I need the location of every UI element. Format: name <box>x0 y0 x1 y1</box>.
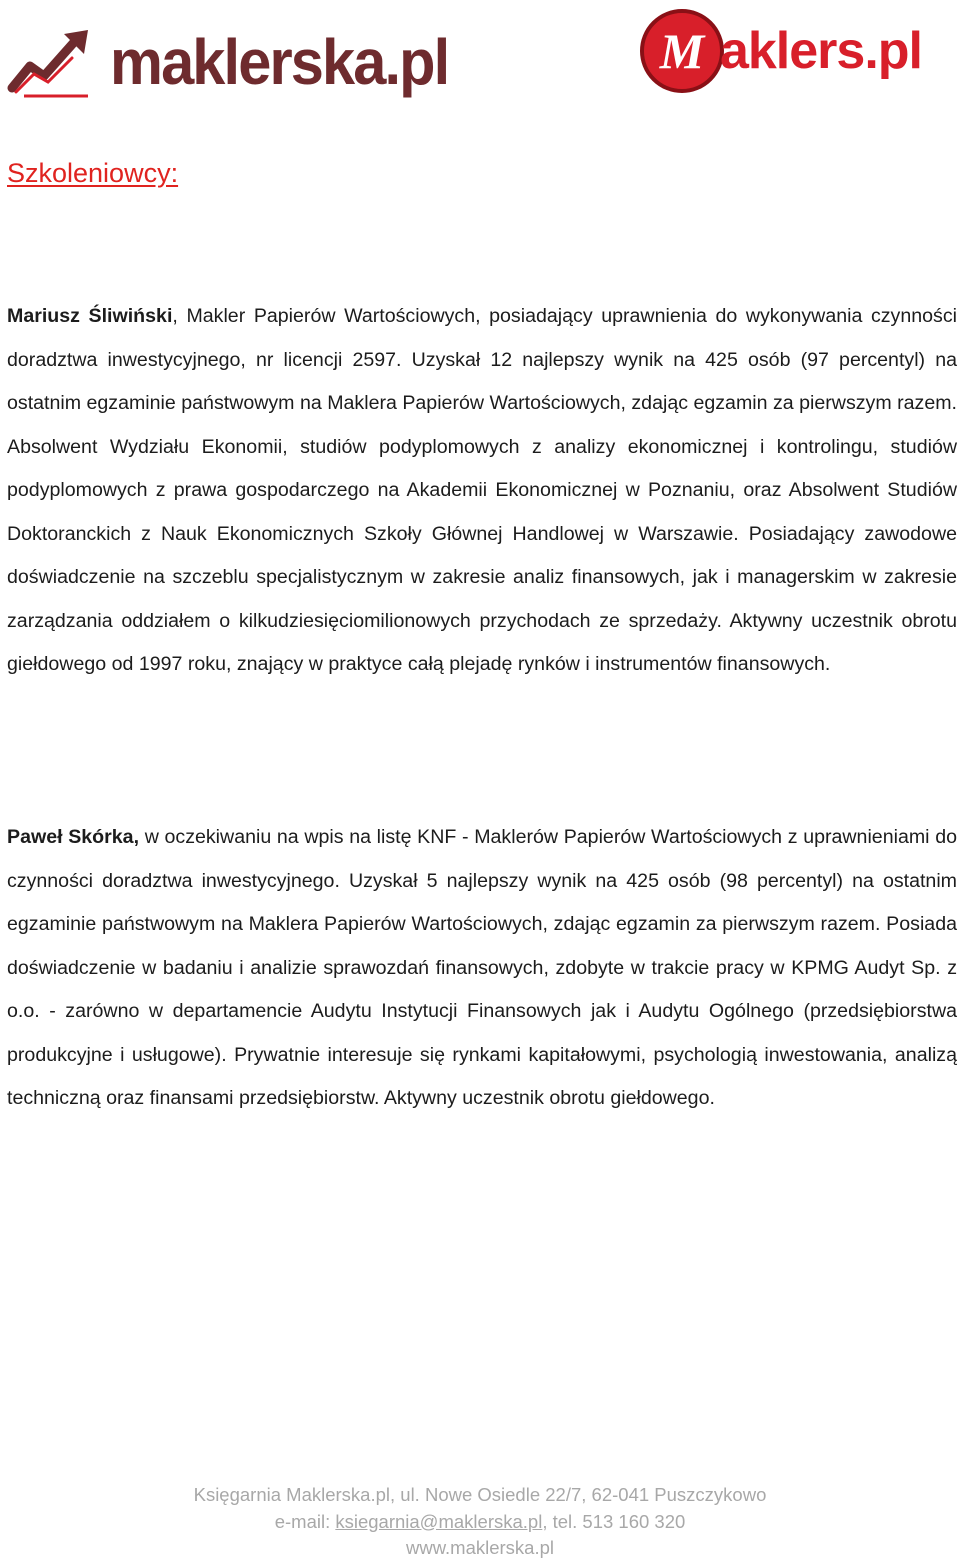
trainer-name: Mariusz Śliwiński <box>7 305 173 327</box>
maklerska-wordmark: maklerska.pl <box>110 26 449 98</box>
maklers-wordmark: aklers.pl <box>719 22 922 80</box>
footer-website[interactable]: www.maklerska.pl <box>405 1537 555 1558</box>
page-header <box>0 0 960 110</box>
trainer-description: Makler Papierów Wartościowych, posiadający uprawnienia do wykonywania czynności doradztwa inwestycyjnego, nr licencji 2597. Uzyskał 12 najlepszy wynik na 425 osób (97 percentyl) na ostatnim egzaminie państwowym na Maklera Papierów Wartościowych, zdając egzamin za pierwszym razem. Absolwent Wydziału Ekonomii, studiów podyplomowych z analizy ekonomicznej i kontrolingu, studiów podyplomowych z prawa gospodarczego na Akademii Ekonomicznej w Poznaniu, oraz Absolwent Studiów Doktoranckich z Nauk Ekonomicznych Szkoły Głównej Handlowej w Warszawie. Posiadający zawodowe doświadczenie na szczeblu specjalistycznym w zakresie analiz finansowych, jak i managerskim w zakresie zarządzania oddziałem o kilkudziesięciomilionowych przychodach ze sprzedaży. Aktywny uczestnik obrotu giełdowego od 1997 roku, znający w praktyce całą plejadę rynków i instrumentów finansowych. <box>7 305 957 675</box>
maklerska-logo[interactable] <box>6 22 474 102</box>
name-separator: , <box>172 305 187 327</box>
maklers-logo[interactable] <box>636 6 922 96</box>
page-footer <box>0 1482 960 1562</box>
footer-email-link[interactable]: ksiegarnia@maklerska.pl <box>335 1510 543 1532</box>
footer-email-prefix: e-mail: <box>274 1510 336 1532</box>
trainer-bio <box>7 295 957 687</box>
trainer-description: w oczekiwaniu na wpis na listę KNF - Maklerów Papierów Wartościowych z uprawnieniami do czynności doradztwa inwestycyjnego. Uzyskał 5 najlepszy wynik na 425 osób (98 percentyl) na ostatnim egzaminie państwowym na Maklera Papierów Wartościowych, zdając egzamin za pierwszym razem. Posiada doświadczenie w badaniu i analizie sprawozdań finansowych, zdobyte w trakcie pracy w KPMG Audyt Sp. z o.o. - zarówno w departamencie Audytu Instytucji Finansowych jak i Audytu Ogólnego (przedsiębiorstwa produkcyjne i usługowe). Prywatnie interesuje się rynkami kapitałowymi, psychologią inwestowania, analizą techniczną oraz finansami przedsiębiorstw. Aktywny uczestnik obrotu giełdowego. <box>7 826 957 1109</box>
maklers-badge-letter: M <box>659 23 705 79</box>
footer-phone: , tel. 513 160 320 <box>542 1510 686 1532</box>
maklers-badge-icon <box>636 5 728 97</box>
trainer-name: Paweł Skórka, <box>7 826 140 848</box>
footer-address: Księgarnia Maklerska.pl, ul. Nowe Osiedle 22/7, 62-041 Puszczykowo <box>193 1484 767 1505</box>
footer-contact <box>0 1509 960 1536</box>
trainer-bio <box>7 816 957 1121</box>
section-title: Szkoleniowcy: <box>7 158 179 188</box>
trend-chart-icon <box>6 26 92 98</box>
